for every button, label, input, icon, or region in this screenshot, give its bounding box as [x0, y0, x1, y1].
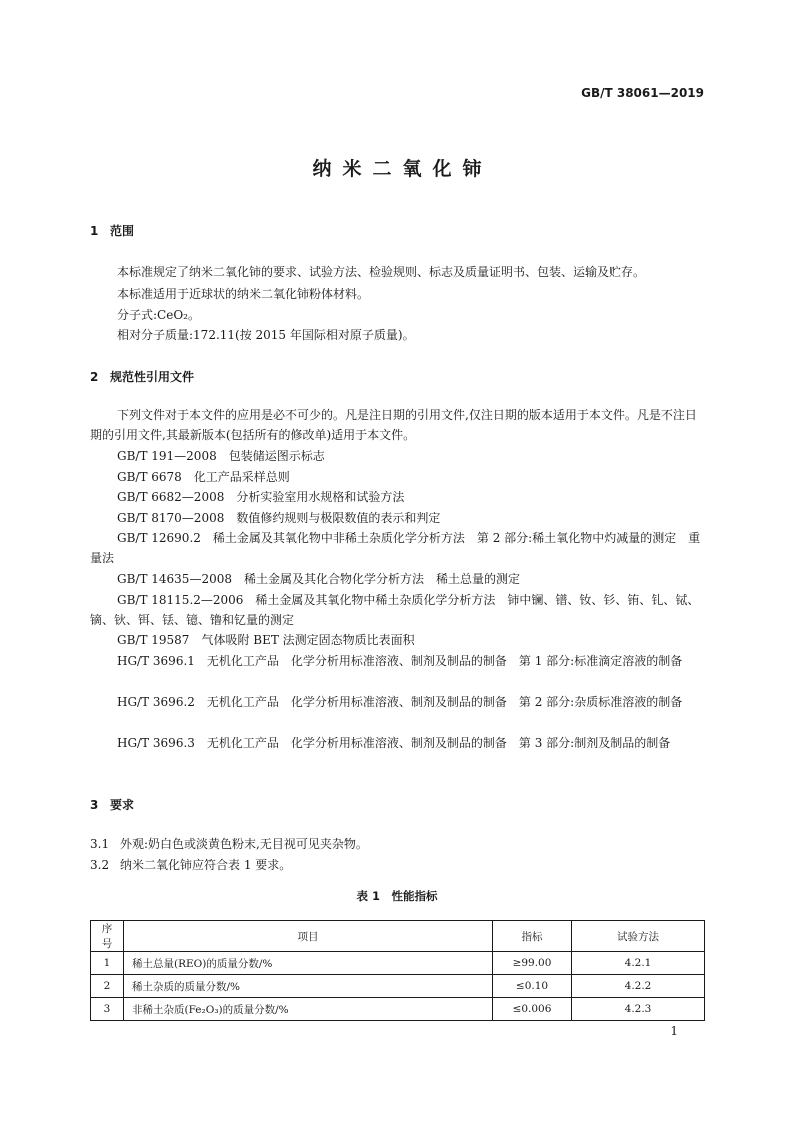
table-cell: 1: [91, 952, 124, 975]
table-row: [91, 998, 705, 1021]
table-cell: 稀土总量(REO)的质量分数/%: [124, 952, 493, 975]
reference-item: GB/T 6678 化工产品采样总则: [117, 470, 290, 484]
standard-number: GB/T 38061—2019: [581, 86, 704, 100]
section-1-paragraph: 相对分子质量:172.11(按 2015 年国际相对原子质量)。: [117, 328, 415, 342]
table-header-cell: 项目: [124, 921, 493, 952]
table-cell: 2: [91, 975, 124, 998]
section-1-paragraph: 本标准规定了纳米二氧化铈的要求、试验方法、检验规则、标志及质量证明书、包装、运输及贮存。: [117, 265, 646, 279]
section-1-paragraph: 本标准适用于近球状的纳米二氧化铈粉体材料。: [117, 287, 370, 301]
clause-3-2: [90, 856, 291, 873]
table-header-cell: 序号: [91, 921, 124, 952]
page-number: 1: [670, 1024, 678, 1038]
section-3-heading: [90, 796, 134, 813]
table-header-cell: 试验方法: [572, 921, 705, 952]
section-3-number: 3: [90, 798, 99, 812]
section-2-title: 规范性引用文件: [110, 370, 195, 384]
reference-item: GB/T 8170—2008 数值修约规则与极限数值的表示和判定: [117, 511, 441, 525]
section-2-heading: [90, 368, 194, 385]
table-cell: ≥99.00: [493, 952, 572, 975]
clause-number: 3.2: [90, 858, 110, 872]
table-cell: 4.2.1: [572, 952, 705, 975]
clause-number: 3.1: [90, 837, 110, 851]
performance-table: [90, 920, 705, 1021]
table-row: [91, 975, 705, 998]
section-2-intro: 下列文件对于本文件的应用是必不可少的。凡是注日期的引用文件,仅注日期的版本适用于本文件。凡是不注日期的引用文件,其最新版本(包括所有的修改单)适用于本文件。: [90, 408, 697, 442]
reference-item: GB/T 6682—2008 分析实验室用水规格和试验方法: [117, 490, 405, 504]
table-row: [91, 952, 705, 975]
reference-item: GB/T 191—2008 包装储运图示标志: [117, 449, 325, 463]
document-title: 纳米二氧化铈: [312, 158, 493, 180]
table-header-cell: 指标: [493, 921, 572, 952]
section-3-title: 要求: [110, 798, 135, 812]
section-1-number: 1: [90, 224, 99, 238]
reference-item: GB/T 14635—2008 稀土金属及其化合物化学分析方法 稀土总量的测定: [117, 572, 520, 586]
table-cell: 4.2.2: [572, 975, 705, 998]
section-1-paragraph: 分子式:CeO₂。: [117, 308, 200, 322]
table-cell: ≤0.10: [493, 975, 572, 998]
section-1-heading: [90, 222, 134, 239]
table-cell: 4.2.3: [572, 998, 705, 1021]
reference-item: HG/T 3696.1 无机化工产品 化学分析用标准溶液、制剂及制品的制备 第 1 部分:标准滴定溶液的制备: [117, 654, 683, 668]
table-caption: 表 1 性能指标: [356, 889, 438, 903]
section-2-number: 2: [90, 370, 99, 384]
reference-item: HG/T 3696.2 无机化工产品 化学分析用标准溶液、制剂及制品的制备 第 2 部分:杂质标准溶液的制备: [117, 695, 683, 709]
reference-item: GB/T 19587 气体吸附 BET 法测定固态物质比表面积: [117, 633, 415, 647]
table-cell: ≤0.006: [493, 998, 572, 1021]
reference-item: HG/T 3696.3 无机化工产品 化学分析用标准溶液、制剂及制品的制备 第 3 部分:制剂及制品的制备: [117, 736, 671, 750]
table-header-row: [91, 921, 705, 952]
table-cell: 3: [91, 998, 124, 1021]
reference-item: GB/T 12690.2 稀土金属及其氧化物中非稀土杂质化学分析方法 第 2 部分:稀土氧化物中灼减量的测定 重量法: [90, 531, 701, 565]
section-1-title: 范围: [110, 224, 135, 238]
clause-text: 外观:奶白色或淡黄色粉末,无目视可见夹杂物。: [120, 837, 368, 851]
clause-text: 纳米二氧化铈应符合表 1 要求。: [120, 858, 292, 872]
table-cell: 非稀土杂质(Fe₂O₃)的质量分数/%: [124, 998, 493, 1021]
table-cell: 稀土杂质的质量分数/%: [124, 975, 493, 998]
reference-item: GB/T 18115.2—2006 稀土金属及其氧化物中稀土杂质化学分析方法 铈中镧、镨、钕、钐、铕、钆、铽、镝、钬、铒、铥、镱、镥和钇量的测定: [90, 593, 700, 627]
clause-3-1: [90, 835, 368, 852]
